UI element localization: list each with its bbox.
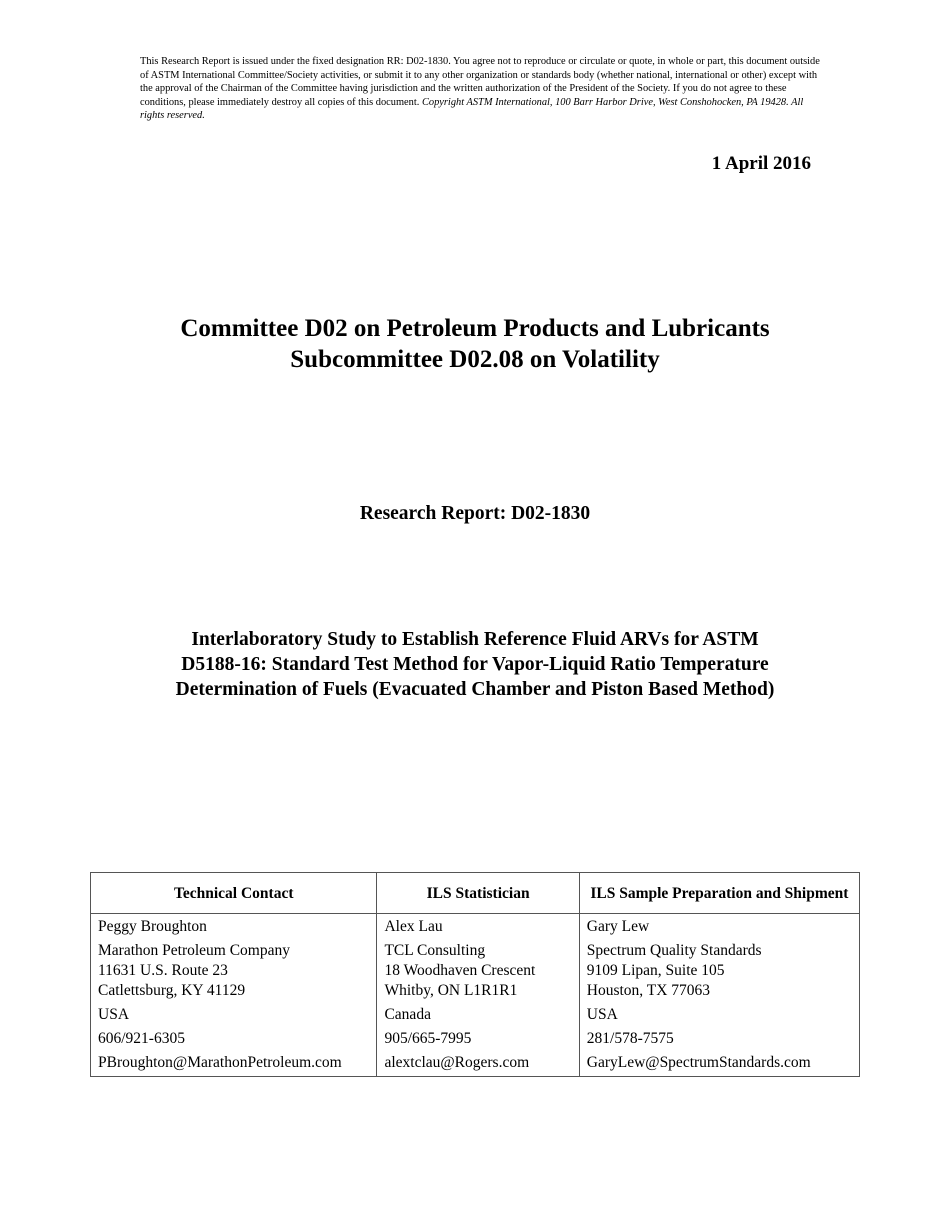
technical-contact-org: Marathon Petroleum Company (98, 942, 290, 959)
copyright-notice (140, 55, 820, 123)
study-title-line-2: D5188-16: Standard Test Method for Vapor-Liquid Ratio Temperature (181, 654, 769, 675)
study-title (0, 627, 950, 702)
contacts-table (90, 872, 860, 1077)
study-title-line-1: Interlaboratory Study to Establish Reference Fluid ARVs for ASTM (191, 629, 759, 650)
header-ils-statistician: ILS Statistician (377, 873, 579, 914)
report-date: 1 April 2016 (711, 153, 811, 174)
report-id: Research Report: D02-1830 (359, 503, 591, 524)
shipment-name: Gary Lew (586, 918, 650, 935)
statistician-email: alextclau@Rogers.com (384, 1054, 530, 1071)
statistician-country: Canada (384, 1006, 431, 1023)
statistician-org: TCL Consulting (384, 942, 486, 959)
shipment-email: GaryLew@SpectrumStandards.com (586, 1054, 811, 1071)
statistician-phone: 905/665-7995 (384, 1030, 472, 1047)
notice-text: This Research Report is issued under the fixed designation RR: D02-1830. You agree not to reproduce or circulate or quote, in whole or part, this document outside of ASTM International Committee/Society activities, or submit it to any other organization or standards body (whether national, international or other) except with the approval of the Chairman of the Committee having jurisdiction and the written authorization of the President of the Society. If you do not agree to these conditions, please immediately destroy all copies of this document. (140, 56, 820, 108)
header-technical-contact: Technical Contact (91, 873, 377, 914)
shipment-cell (579, 914, 859, 1077)
committee-line-2: Subcommittee D02.08 on Volatility (290, 346, 660, 373)
shipment-address2: Houston, TX 77063 (586, 982, 711, 999)
technical-contact-country: USA (98, 1006, 130, 1023)
study-title-line-3: Determination of Fuels (Evacuated Chamber and Piston Based Method) (175, 679, 775, 700)
technical-contact-phone: 606/921-6305 (98, 1030, 185, 1047)
shipment-country: USA (586, 1006, 618, 1023)
technical-contact-email: PBroughton@MarathonPetroleum.com (98, 1054, 342, 1071)
shipment-address1: 9109 Lipan, Suite 105 (586, 962, 725, 979)
header-ils-shipment: ILS Sample Preparation and Shipment (579, 873, 859, 914)
contacts-header-row (91, 873, 860, 914)
technical-contact-address1: 11631 U.S. Route 23 (98, 962, 228, 979)
committee-heading (0, 313, 950, 375)
statistician-address1: 18 Woodhaven Crescent (384, 962, 536, 979)
contacts-body-row (91, 914, 860, 1077)
shipment-phone: 281/578-7575 (586, 1030, 674, 1047)
technical-contact-cell (91, 914, 377, 1077)
committee-line-1: Committee D02 on Petroleum Products and Lubricants (180, 315, 770, 342)
statistician-address2: Whitby, ON L1R1R1 (384, 982, 518, 999)
notice-copyright: Copyright ASTM International, 100 Barr Harbor Drive, West Conshohocken, PA 19428. All rights reserved. (140, 96, 804, 121)
statistician-cell (377, 914, 579, 1077)
technical-contact-name: Peggy Broughton (98, 918, 207, 935)
statistician-name: Alex Lau (384, 918, 443, 935)
shipment-org: Spectrum Quality Standards (586, 942, 762, 959)
technical-contact-address2: Catlettsburg, KY 41129 (98, 982, 246, 999)
